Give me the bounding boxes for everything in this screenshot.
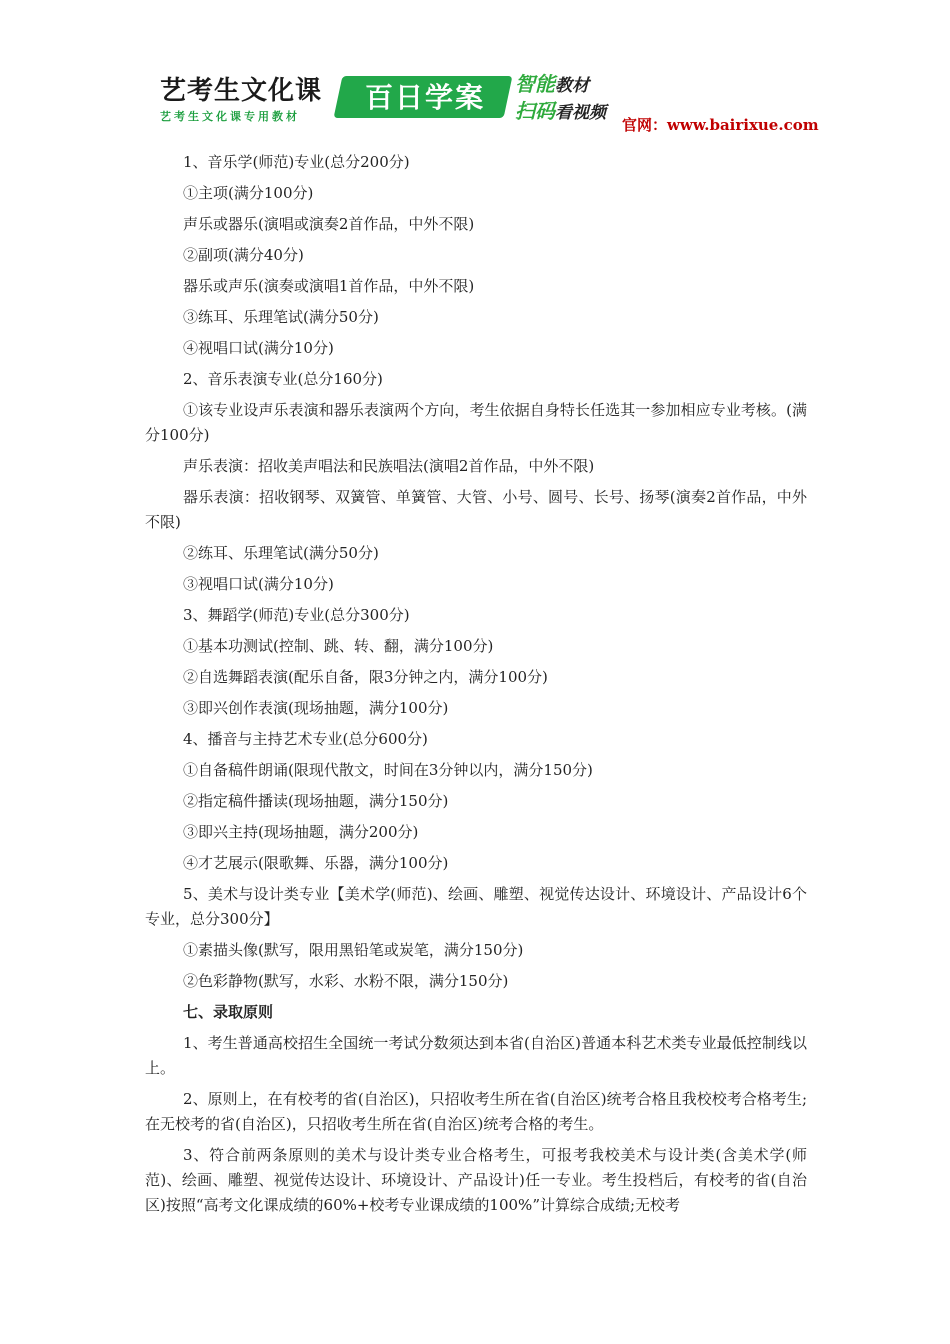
page-header [160, 70, 820, 140]
paragraph: ③视唱口试(满分10分) [183, 575, 334, 593]
paragraph: ①自备稿件朗诵(限现代散文，时间在3分钟以内，满分150分) [183, 761, 593, 779]
paragraph: ①基本功测试(控制、跳、转、翻，满分100分) [183, 637, 494, 655]
paragraph: 1、考生普通高校招生全国统一考试分数须达到本省(自治区)普通本科艺术类专业最低控制线以上。 [145, 1034, 807, 1077]
brand-title: 艺考生文化课 [160, 76, 323, 106]
section-heading: 七、录取原则 [183, 1003, 274, 1021]
paragraph: ②色彩静物(默写，水彩、水粉不限，满分150分) [183, 972, 509, 990]
paragraph: 2、音乐表演专业(总分160分) [183, 370, 383, 388]
paragraph: 2、原则上，在有校考的省(自治区)，只招收考生所在省(自治区)统考合格且我校校考合格考生;在无校考的省(自治区)，只招收考生所在省(自治区)统考合格的考生。 [145, 1090, 807, 1133]
brand-subtitle: 艺考生文化课专用教材 [160, 110, 300, 123]
slogan-2b: 看视频 [555, 103, 606, 123]
paragraph: ②自选舞蹈表演(配乐自备，限3分钟之内，满分100分) [183, 668, 548, 686]
slogan-1b: 教材 [555, 76, 589, 96]
paragraph: ④视唱口试(满分10分) [183, 339, 334, 357]
paragraph: 器乐表演：招收钢琴、双簧管、单簧管、大管、小号、圆号、长号、扬琴(演奏2首作品，中外不限) [145, 488, 807, 531]
paragraph: 5、美术与设计类专业【美术学(师范)、绘画、雕塑、视觉传达设计、环境设计、产品设计6个专业，总分300分】 [145, 885, 807, 928]
paragraph: 3、符合前两条原则的美术与设计类专业合格考生，可报考我校美术与设计类(含美术学(师范)、绘画、雕塑、视觉传达设计、环境设计、产品设计)任一专业。考生投档后，有校考的省(自治区)按照“高考文化课成绩的60%+校考专业课成绩的100%”计算综合成绩;无校考 [145, 1146, 807, 1214]
slogan-2a: 扫码 [515, 99, 555, 123]
paragraph: ③即兴主持(现场抽题，满分200分) [183, 823, 419, 841]
paragraph: ②练耳、乐理笔试(满分50分) [183, 544, 379, 562]
paragraph: 1、音乐学(师范)专业(总分200分) [183, 153, 410, 171]
paragraph: ④才艺展示(限歌舞、乐器，满分100分) [183, 854, 449, 872]
paragraph: 器乐或声乐(演奏或演唱1首作品，中外不限) [183, 277, 475, 295]
paragraph: 声乐表演：招收美声唱法和民族唱法(演唱2首作品，中外不限) [183, 457, 595, 475]
paragraph: ②副项(满分40分) [183, 246, 304, 264]
paragraph: ①主项(满分100分) [183, 184, 314, 202]
brand-box-label: 百日学案 [364, 81, 485, 114]
paragraph: 3、舞蹈学(师范)专业(总分300分) [183, 606, 410, 624]
paragraph: ①素描头像(默写，限用黑铅笔或炭笔，满分150分) [183, 941, 524, 959]
paragraph: 声乐或器乐(演唱或演奏2首作品，中外不限) [183, 215, 475, 233]
website-link[interactable]: 官网：www.bairixue.com [622, 116, 819, 134]
paragraph: ③即兴创作表演(现场抽题，满分100分) [183, 699, 449, 717]
slogan-1a: 智能 [515, 72, 555, 96]
brand-slogan [515, 72, 606, 126]
paragraph: 4、播音与主持艺术专业(总分600分) [183, 730, 428, 748]
document-body [145, 150, 807, 1218]
paragraph: ③练耳、乐理笔试(满分50分) [183, 308, 379, 326]
paragraph: ①该专业设声乐表演和器乐表演两个方向，考生依据自身特长任选其一参加相应专业考核。(满分100分) [145, 401, 807, 444]
brand-logo [160, 76, 340, 124]
paragraph: ②指定稿件播读(现场抽题，满分150分) [183, 792, 449, 810]
